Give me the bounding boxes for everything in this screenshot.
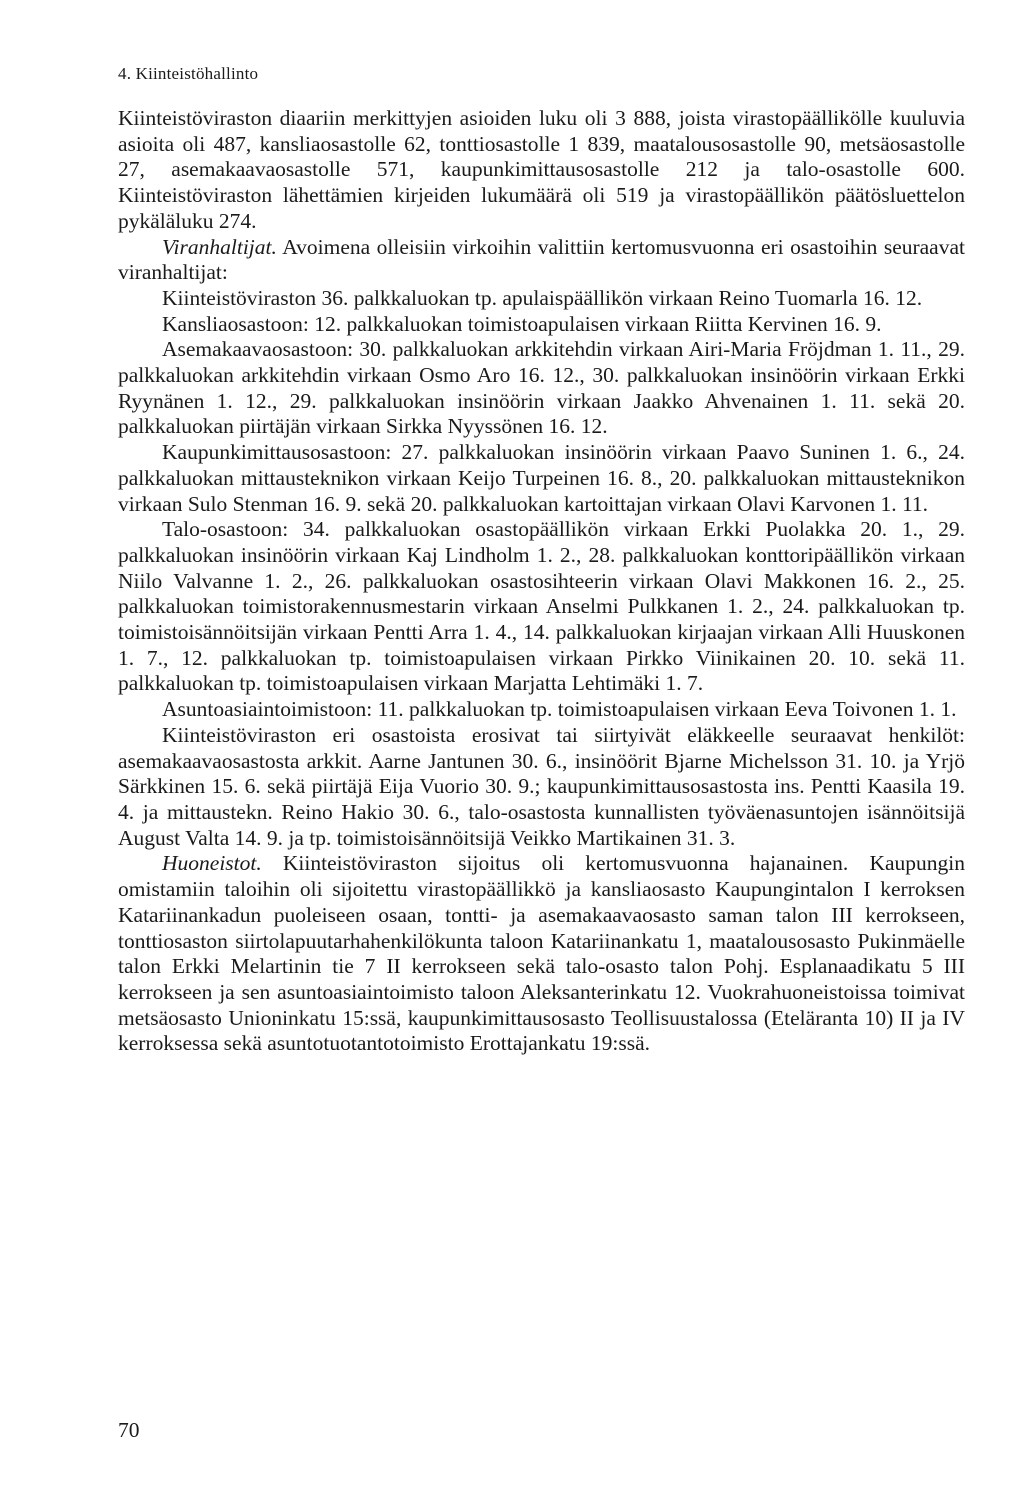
paragraph-resignations: Kiinteistöviraston eri osastoista erosivat tai siirtyivät eläkkeelle seuraavat henkilöt: asemakaavaosastosta arkkit. Aarne Jantunen 30. 6., insinöörit Bjarne Michelsson 31. 10. ja Yrjö Särkkinen 15. 6. sekä piirtäjä Eija Vuorio 30. 9.; kaupunkimittausosastosta ins. Pentti Kaasila 19. 4. ja mittaustekn. Reino Hakio 30. 6., talo-osastosta kunnallisten työväenasuntojen isännöitsijä August Valta 14. 9. ja tp. toimistoisännöitsijä Veikko Martikainen 31. 3. <box>118 722 965 850</box>
running-head: 4. Kiinteistöhallinto <box>118 64 259 83</box>
paragraph-building: Talo-osastoon: 34. palkkaluokan osastopäällikön virkaan Erkki Puolakka 20. 1., 29. palkkaluokan insinöörin virkaan Kaj Lindholm 1. 2., 28. palkkaluokan konttoripäällikön virkaan Niilo Valvanne 1. 2., 26. palkkaluokan osastosihteerin virkaan Olavi Makkonen 16. 2., 25. palkkaluokan toimistorakennusmestarin virkaan Anselmi Pulkkanen 1. 2., 24. palkkaluokan tp. toimistoisännöitsijän virkaan Pentti Arra 1. 4., 14. palkkaluokan kirjaajan virkaan Alli Huuskonen 1. 7., 12. palkkaluokan tp. toimistoapulaisen virkaan Pirkko Viinikainen 20. 10. sekä 11. palkkaluokan tp. toimistoapulaisen virkaan Marjatta Lehtimäki 1. 7. <box>118 517 965 696</box>
paragraph-premises: Huoneistot. Kiinteistöviraston sijoitus oli kertomusvuonna hajanainen. Kaupungin omistamiin taloihin oli sijoitettu virastopäällikkö ja kansliaosasto Kaupungintalon I kerroksen Katariinankadun puoleiseen osaan, tontti- ja asemakaavaosasto saman talon III kerrokseen, tonttiosaston siirtolapuutarhahenkilökunta taloon Katariinankatu 1, maatalousosasto Pukinmäelle talon Erkki Melartinin tie 7 II kerrokseen sekä talo-osasto talon Pohj. Esplanaadikatu 5 III kerrokseen ja sen asuntoasiaintoimisto taloon Aleksanterinkatu 12. Vuokrahuoneistoissa toimivat metsäosasto Unioninkatu 15:ssä, kaupunkimittausosasto Teollisuustalossa (Eteläranta 10) II ja IV kerroksessa sekä asuntotuotantotoimisto Erottajankatu 19:ssä. <box>118 851 965 1056</box>
body-text <box>118 106 965 1057</box>
paragraph-town-planning: Asemakaavaosastoon: 30. palkkaluokan arkkitehdin virkaan Airi-Maria Fröjdman 1. 11., 29. palkkaluokan arkkitehdin virkaan Osmo Aro 16. 12., 30. palkkaluokan insinöörin virkaan Erkki Ryynänen 1. 12., 29. palkkaluokan insinöörin virkaan Jaakko Ahvenainen 1. 11. sekä 20. palkkaluokan piirtäjän virkaan Sirkka Nyyssönen 16. 12. <box>118 337 965 439</box>
paragraph-housing-office: Asuntoasiaintoimistoon: 11. palkkaluokan tp. toimistoapulaisen virkaan Eeva Toivonen 1. 1. <box>162 697 957 722</box>
page-number: 70 <box>118 1418 140 1442</box>
paragraph-chancery: Kansliaosastoon: 12. palkkaluokan toimistoapulaisen virkaan Riitta Kervinen 16. 9. <box>162 311 882 336</box>
section-lead: Huoneistot. <box>162 851 262 876</box>
paragraph-surveying: Kaupunkimittausosastoon: 27. palkkaluokan insinöörin virkaan Paavo Suninen 1. 6., 24. palkkaluokan mittausteknikon virkaan Keijo Turpeinen 16. 8., 20. palkkaluokan mittausteknikon virkaan Sulo Stenman 16. 9. sekä 20. palkkaluokan kartoittajan virkaan Olavi Karvonen 1. 11. <box>118 440 965 516</box>
section-lead: Viranhaltijat. <box>162 234 277 259</box>
paragraph-deputy-head: Kiinteistöviraston 36. palkkaluokan tp. apulaispäällikön virkaan Reino Tuomarla 16. 12. <box>162 285 923 310</box>
paragraph-diary: Kiinteistöviraston diaariin merkittyjen asioiden luku oli 3 888, joista virastopäällikölle kuuluvia asioita oli 487, kansliaosastolle 62, tonttiosastolle 1 839, maatalousosastolle 90, metsäosastolle 27, asemakaavaosastolle 571, kaupunkimittausosastolle 212 ja talo-osastolle 600. Kiinteistöviraston lähettämien kirjeiden lukumäärä oli 519 ja virastopäällikön päätösluettelon pykäläluku 274. <box>118 106 965 233</box>
paragraph-officeholders: Viranhaltijat. Avoimena olleisiin virkoihin valittiin kertomusvuonna eri osastoihin seuraavat viranhaltijat: <box>118 234 965 285</box>
